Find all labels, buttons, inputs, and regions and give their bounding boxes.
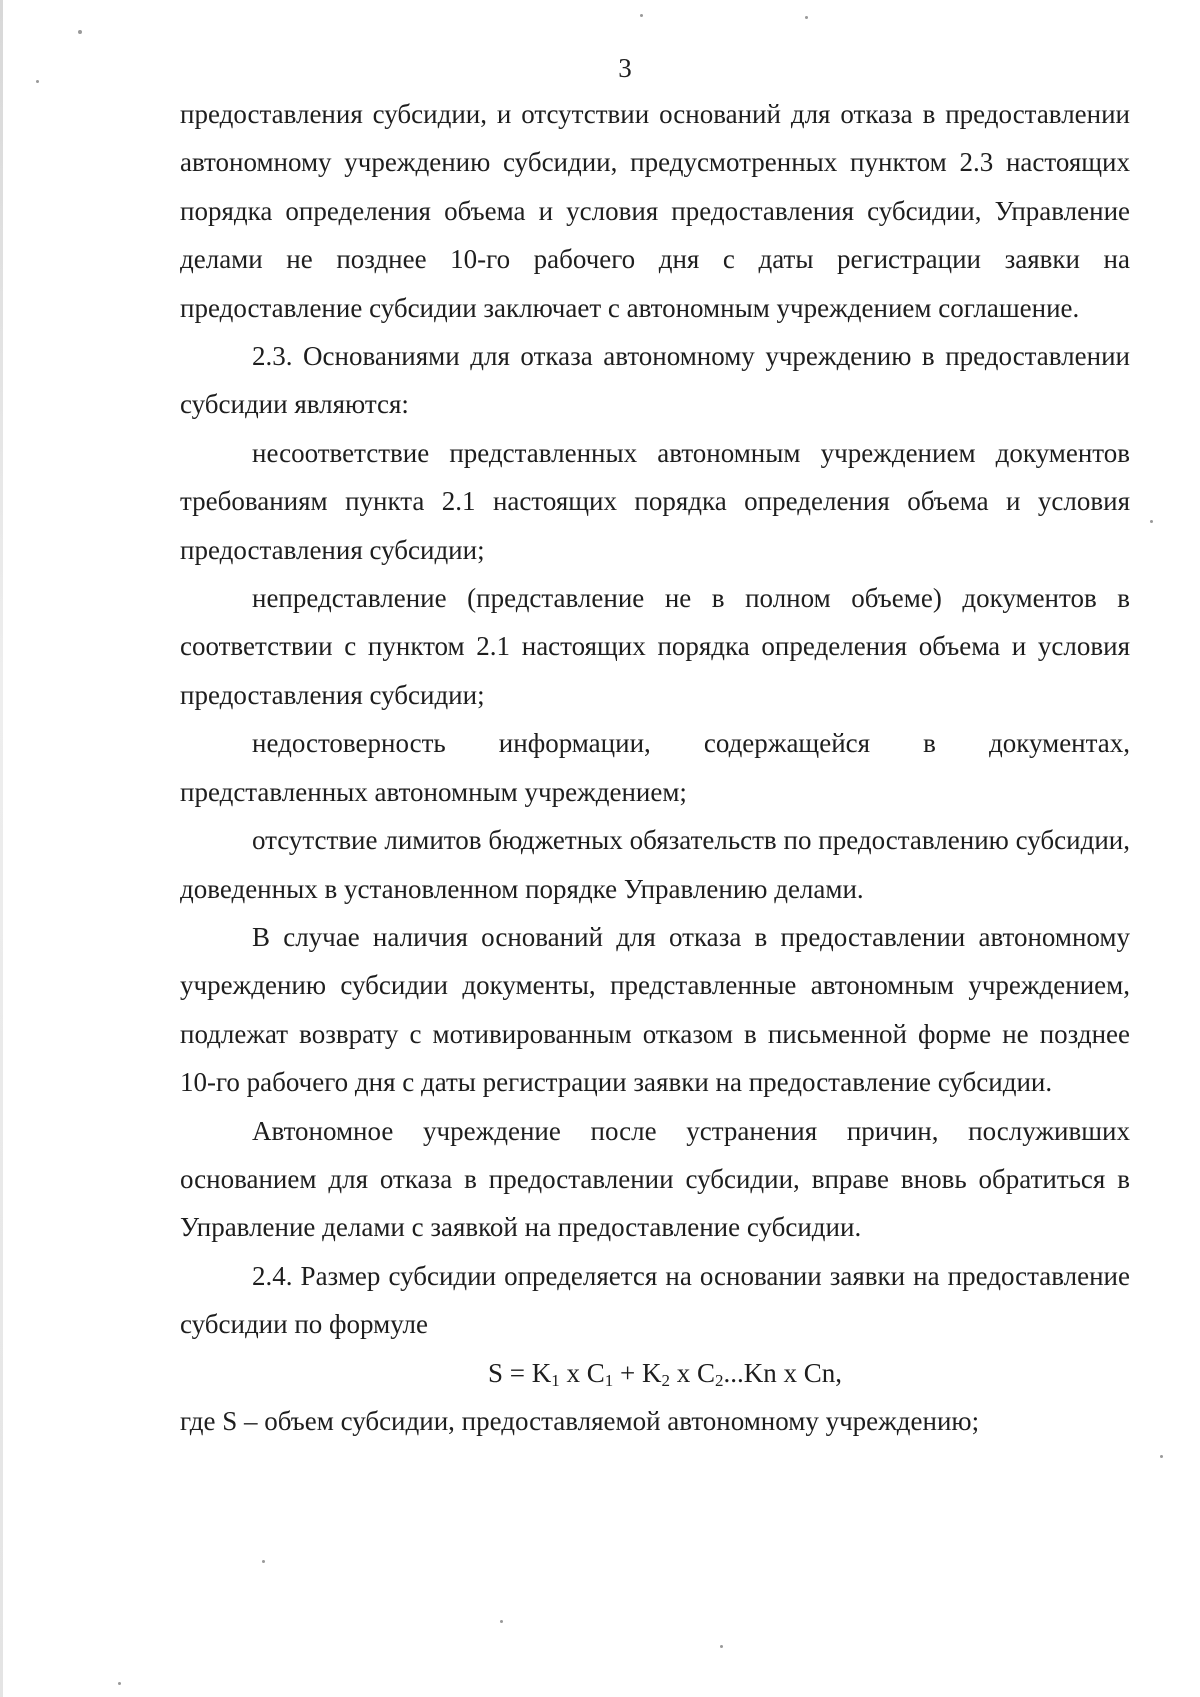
formula-subscript: 2 <box>715 1370 724 1390</box>
scan-speck <box>720 1645 723 1648</box>
formula-subscript: 1 <box>551 1370 560 1390</box>
paragraph-ground-3: недостоверность информации, содержащейся в документах, представленных автономным учреждением; <box>180 728 1130 807</box>
scan-speck <box>640 14 643 17</box>
scan-edge <box>0 0 3 1697</box>
formula-part: S = K <box>487 1357 552 1388</box>
scan-speck <box>36 80 39 83</box>
paragraph-refusal: В случае наличия оснований для отказа в предоставлении автономному учреждению субсидии документы, представленные автономным учреждением, подлежат возврату с мотивированным отказом в письменной форме не позднее 10-го рабочего дня с даты регистрации заявки на предоставление субсидии. <box>180 921 1130 1098</box>
document-body <box>180 90 1130 1445</box>
scan-speck <box>78 30 82 34</box>
paragraph-definition: где S – объем субсидии, предоставляемой автономному учреждению; <box>180 1405 980 1436</box>
scan-speck <box>118 1682 121 1685</box>
scan-speck <box>1150 520 1153 523</box>
paragraph-ground-2: непредставление (представление не в полном объеме) документов в соответствии с пунктом 2.1 настоящих порядка определения объема и условия предоставления субсидии; <box>180 583 1130 710</box>
scan-speck <box>262 1560 265 1563</box>
paragraph-clause-2-4: 2.4. Размер субсидии определяется на основании заявки на предоставление субсидии по формуле <box>180 1260 1130 1340</box>
scan-speck <box>805 16 808 19</box>
paragraph-reapply: Автономное учреждение после устранения причин, послуживших основанием для отказа в предоставлении субсидии, вправе вновь обратиться в Управление делами с заявкой на предоставление субсидии. <box>180 1115 1130 1243</box>
subsidy-formula <box>180 1349 1130 1397</box>
formula-subscript: 2 <box>661 1370 670 1390</box>
formula-part: + K <box>613 1357 662 1388</box>
formula-part: x C <box>559 1357 605 1388</box>
page-number: 3 <box>618 53 632 83</box>
scan-speck <box>1160 1455 1163 1458</box>
paragraph-continuation: предоставления субсидии, и отсутствии оснований для отказа в предоставлении автономному учреждению субсидии, предусмотренных пунктом 2.3 настоящих порядка определения объема и условия предоставления субсидии, Управление делами не позднее 10-го рабочего дня с даты регистрации заявки на предоставление субсидии заключает с автономным учреждением соглашение. <box>180 99 1130 323</box>
paragraph-ground-4: отсутствие лимитов бюджетных обязательств по предоставлению субсидии, доведенных в установленном порядке Управлению делами. <box>180 825 1130 904</box>
paragraph-ground-1: несоответствие представленных автономным учреждением документов требованиям пункта 2.1 настоящих порядка определения объема и условия предоставления субсидии; <box>180 437 1130 565</box>
formula-part: x C <box>669 1357 715 1388</box>
scan-speck <box>500 1620 503 1623</box>
formula-part: ...Kn x Cn, <box>723 1357 843 1388</box>
formula-subscript: 1 <box>604 1370 614 1390</box>
paragraph-clause-2-3: 2.3. Основаниями для отказа автономному учреждению в предоставлении субсидии являются: <box>180 341 1130 420</box>
